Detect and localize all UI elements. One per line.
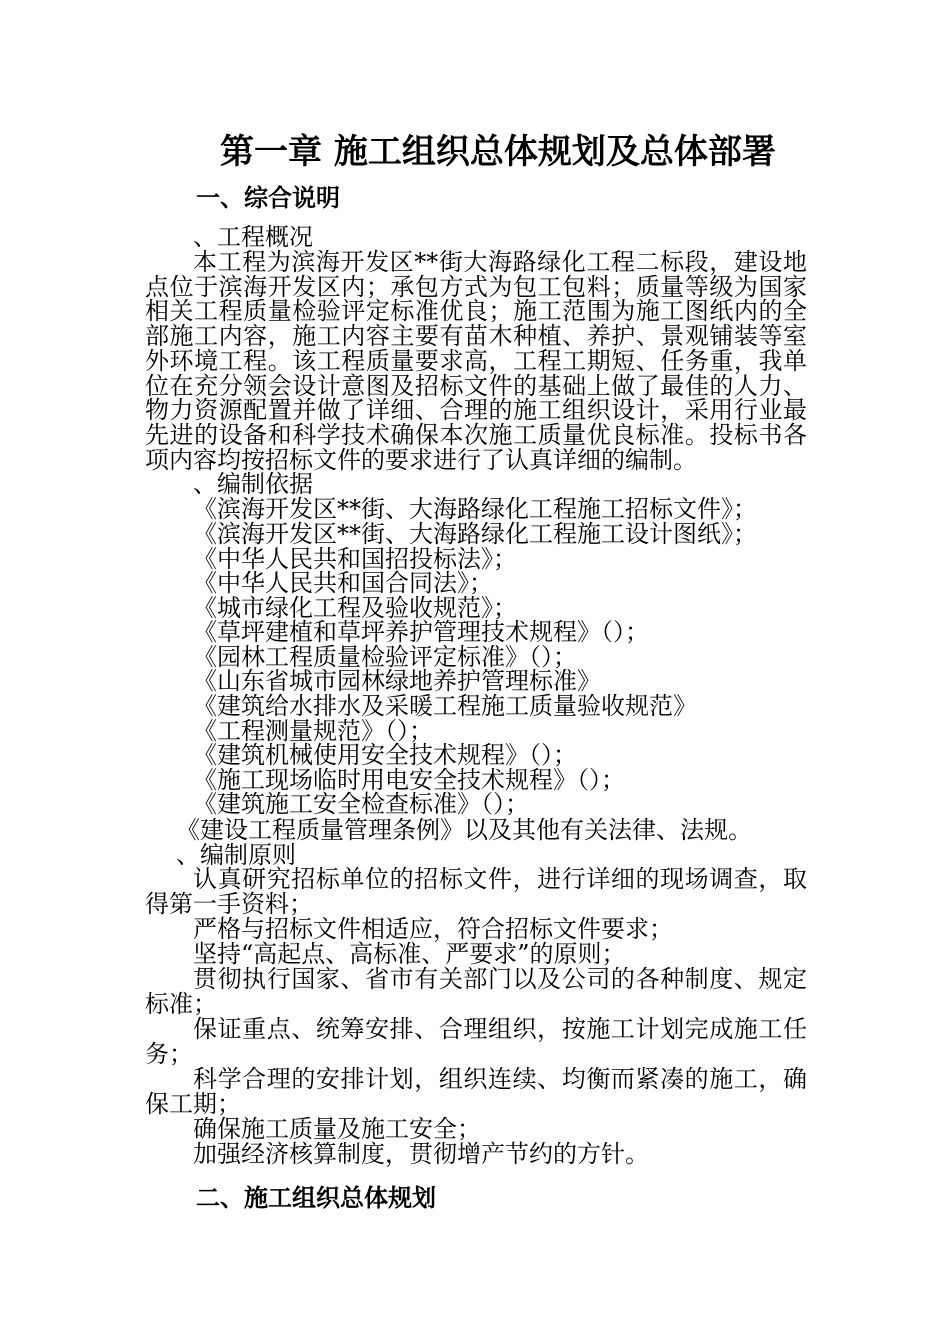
subheading-basis: 、编制依据 (193, 470, 313, 498)
basis-item: 《施工现场临时用电安全技术规程》（）； (193, 766, 625, 794)
basis-item: 《建筑给水排水及采暖工程施工质量验收规范》 (193, 692, 697, 720)
subheading-principles: 、编制原则 (176, 841, 296, 869)
basis-item-last: 《建设工程质量管理条例》以及其他有关法律、法规。 (176, 816, 752, 844)
principle-item: 贯彻执行国家、省市有关部门以及公司的各种制度、规定标准； (145, 965, 807, 1018)
principle-item: 认真研究招标单位的招标文件，进行详细的现场调查，取得第一手资料； (145, 865, 807, 918)
basis-item: 《城市绿化工程及验收规范》； (193, 594, 517, 622)
principle-item: 科学合理的安排计划，组织连续、均衡而紧凑的施工，确保工期； (145, 1065, 807, 1118)
section-heading-general: 一、综合说明 (196, 184, 340, 212)
principle-item: 严格与招标文件相适应，符合招标文件要求； (193, 915, 673, 943)
basis-item: 《中华人民共和国招投标法》； (193, 545, 517, 573)
basis-item: 《草坪建植和草坪养护管理技术规程》（）； (193, 618, 649, 646)
principle-item: 保证重点、统筹安排、合理组织，按施工计划完成施工任务； (145, 1015, 807, 1068)
principle-item: 加强经济核算制度，贯彻增产节约的方针。 (193, 1140, 649, 1168)
basis-item: 《滨海开发区**街、大海路绿化工程施工设计图纸》； (193, 520, 757, 548)
basis-item: 《建筑施工安全检查标准》（）； (193, 790, 529, 818)
basis-item: 《建筑机械使用安全技术规程》（）； (193, 741, 577, 769)
basis-item: 《工程测量规范》（）； (193, 717, 433, 745)
subheading-overview: 、工程概况 (193, 223, 313, 251)
principle-item: 坚持“高起点、高标准、严要求”的原则； (193, 940, 626, 968)
overview-paragraph: 本工程为滨海开发区**街大海路绿化工程二标段，建设地点位于滨海开发区内；承包方式为包工包料；质量等级为国家相关工程质量检验评定标准优良；施工范围为施工图纸内的全部施工内容，施工内容主要有苗木种植、养护、景观铺装等室外环境工程。该工程质量要求高，工程工期短、任务重，我单位在充分领会设计意图及招标文件的基础上做了最佳的人力、物力资源配置并做了详细、合理的施工组织设计，采用行业最先进的设备和科学技术确保本次施工质量优良标准。投标书各项内容均按招标文件的要求进行了认真详细的编制。 (145, 248, 807, 474)
principle-item: 确保施工质量及施工安全； (193, 1115, 481, 1143)
basis-item: 《中华人民共和国合同法》； (193, 569, 493, 597)
section-heading-planning: 二、施工组织总体规划 (196, 1184, 436, 1212)
chapter-title: 第一章 施工组织总体规划及总体部署 (220, 132, 776, 172)
basis-item: 《山东省城市园林绿地养护管理标准》 (193, 667, 601, 695)
basis-item: 《园林工程质量检验评定标准》（）； (193, 643, 577, 671)
basis-item: 《滨海开发区**街、大海路绿化工程施工招标文件》； (193, 495, 757, 523)
